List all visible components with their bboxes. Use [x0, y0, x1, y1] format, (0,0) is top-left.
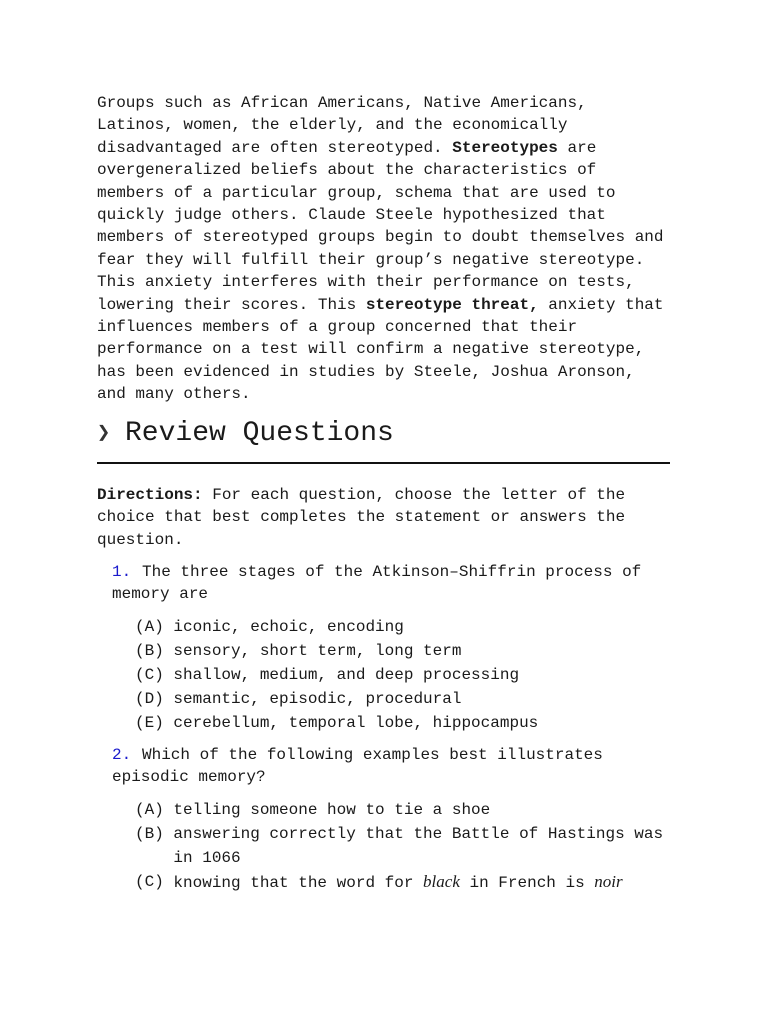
intro-seg3: anxiety that influences members of a group concerned that their performance on a test will confirm a negative stereotype, has been evidenced in studies by Steele, Joshua Aronson, and many others. [97, 295, 664, 404]
question-1-options [135, 615, 665, 735]
option-a[interactable] [135, 615, 665, 639]
option-e[interactable] [135, 711, 665, 735]
option-text-mid: in French is [459, 874, 595, 892]
term-stereotype-threat: stereotype threat, [365, 295, 539, 314]
option-letter: (B) [135, 642, 174, 660]
option-text: cerebellum, temporal lobe, hippocampus [173, 714, 539, 732]
option-letter: (A) [135, 618, 174, 636]
option-text [173, 870, 665, 895]
section-divider [97, 462, 670, 464]
question-number: 2. [112, 746, 132, 764]
option-text-italic-black: black [423, 872, 460, 891]
option-text-pre: knowing that the word for [173, 874, 424, 892]
intro-paragraph [97, 92, 672, 406]
question-text: Which of the following examples best illustrates episodic memory? [112, 746, 603, 787]
option-text: shallow, medium, and deep processing [173, 666, 520, 684]
option-d[interactable] [135, 687, 665, 711]
chevron-right-icon: ❯ [97, 421, 111, 446]
option-c[interactable] [135, 663, 665, 687]
option-letter: (D) [135, 690, 174, 708]
intro-text [97, 92, 672, 406]
option-letter: (A) [135, 801, 174, 819]
section-title: Review Questions [125, 418, 394, 449]
option-text: telling someone how to tie a shoe [173, 801, 491, 819]
intro-seg1: Groups such as African Americans, Native Americans, Latinos, women, the elderly, and the economically disadvantaged are often stereotyped. [97, 94, 587, 157]
directions-text [97, 484, 657, 551]
option-text: semantic, episodic, procedural [173, 690, 462, 708]
option-letter: (B) [135, 825, 174, 843]
option-letter: (E) [135, 714, 174, 732]
option-c[interactable] [135, 870, 665, 895]
option-text: sensory, short term, long term [173, 642, 462, 660]
question-1 [112, 561, 672, 606]
question-number: 1. [112, 563, 132, 581]
option-text-italic-noir: noir [594, 872, 623, 891]
directions [97, 484, 657, 551]
option-text: iconic, echoic, encoding [173, 618, 404, 636]
option-letter: (C) [135, 873, 174, 891]
question-text: The three stages of the Atkinson–Shiffrin process of memory are [112, 563, 642, 604]
question-2 [112, 744, 672, 789]
directions-label: Directions: [97, 486, 203, 504]
option-b[interactable] [135, 822, 665, 870]
section-title-row [97, 414, 670, 454]
question-2-options [135, 798, 665, 895]
option-text: answering correctly that the Battle of Hastings was in 1066 [173, 825, 664, 867]
option-a[interactable] [135, 798, 665, 822]
directions-body: For each question, choose the letter of the choice that best completes the statement or answers the question. [97, 486, 626, 549]
intro-seg2: are overgeneralized beliefs about the characteristics of members of a particular group, schema that are used to quickly judge others. Claude Steele hypothesized that members of stereotyped groups begin to doubt themselves and fear they will fulfill their group’s negative stereotype. This anxiety interferes with their performance on tests, lowering their scores. This [97, 138, 664, 314]
term-stereotypes: Stereotypes [452, 138, 558, 157]
option-b[interactable] [135, 639, 665, 663]
option-letter: (C) [135, 666, 174, 684]
section-heading [97, 414, 670, 454]
